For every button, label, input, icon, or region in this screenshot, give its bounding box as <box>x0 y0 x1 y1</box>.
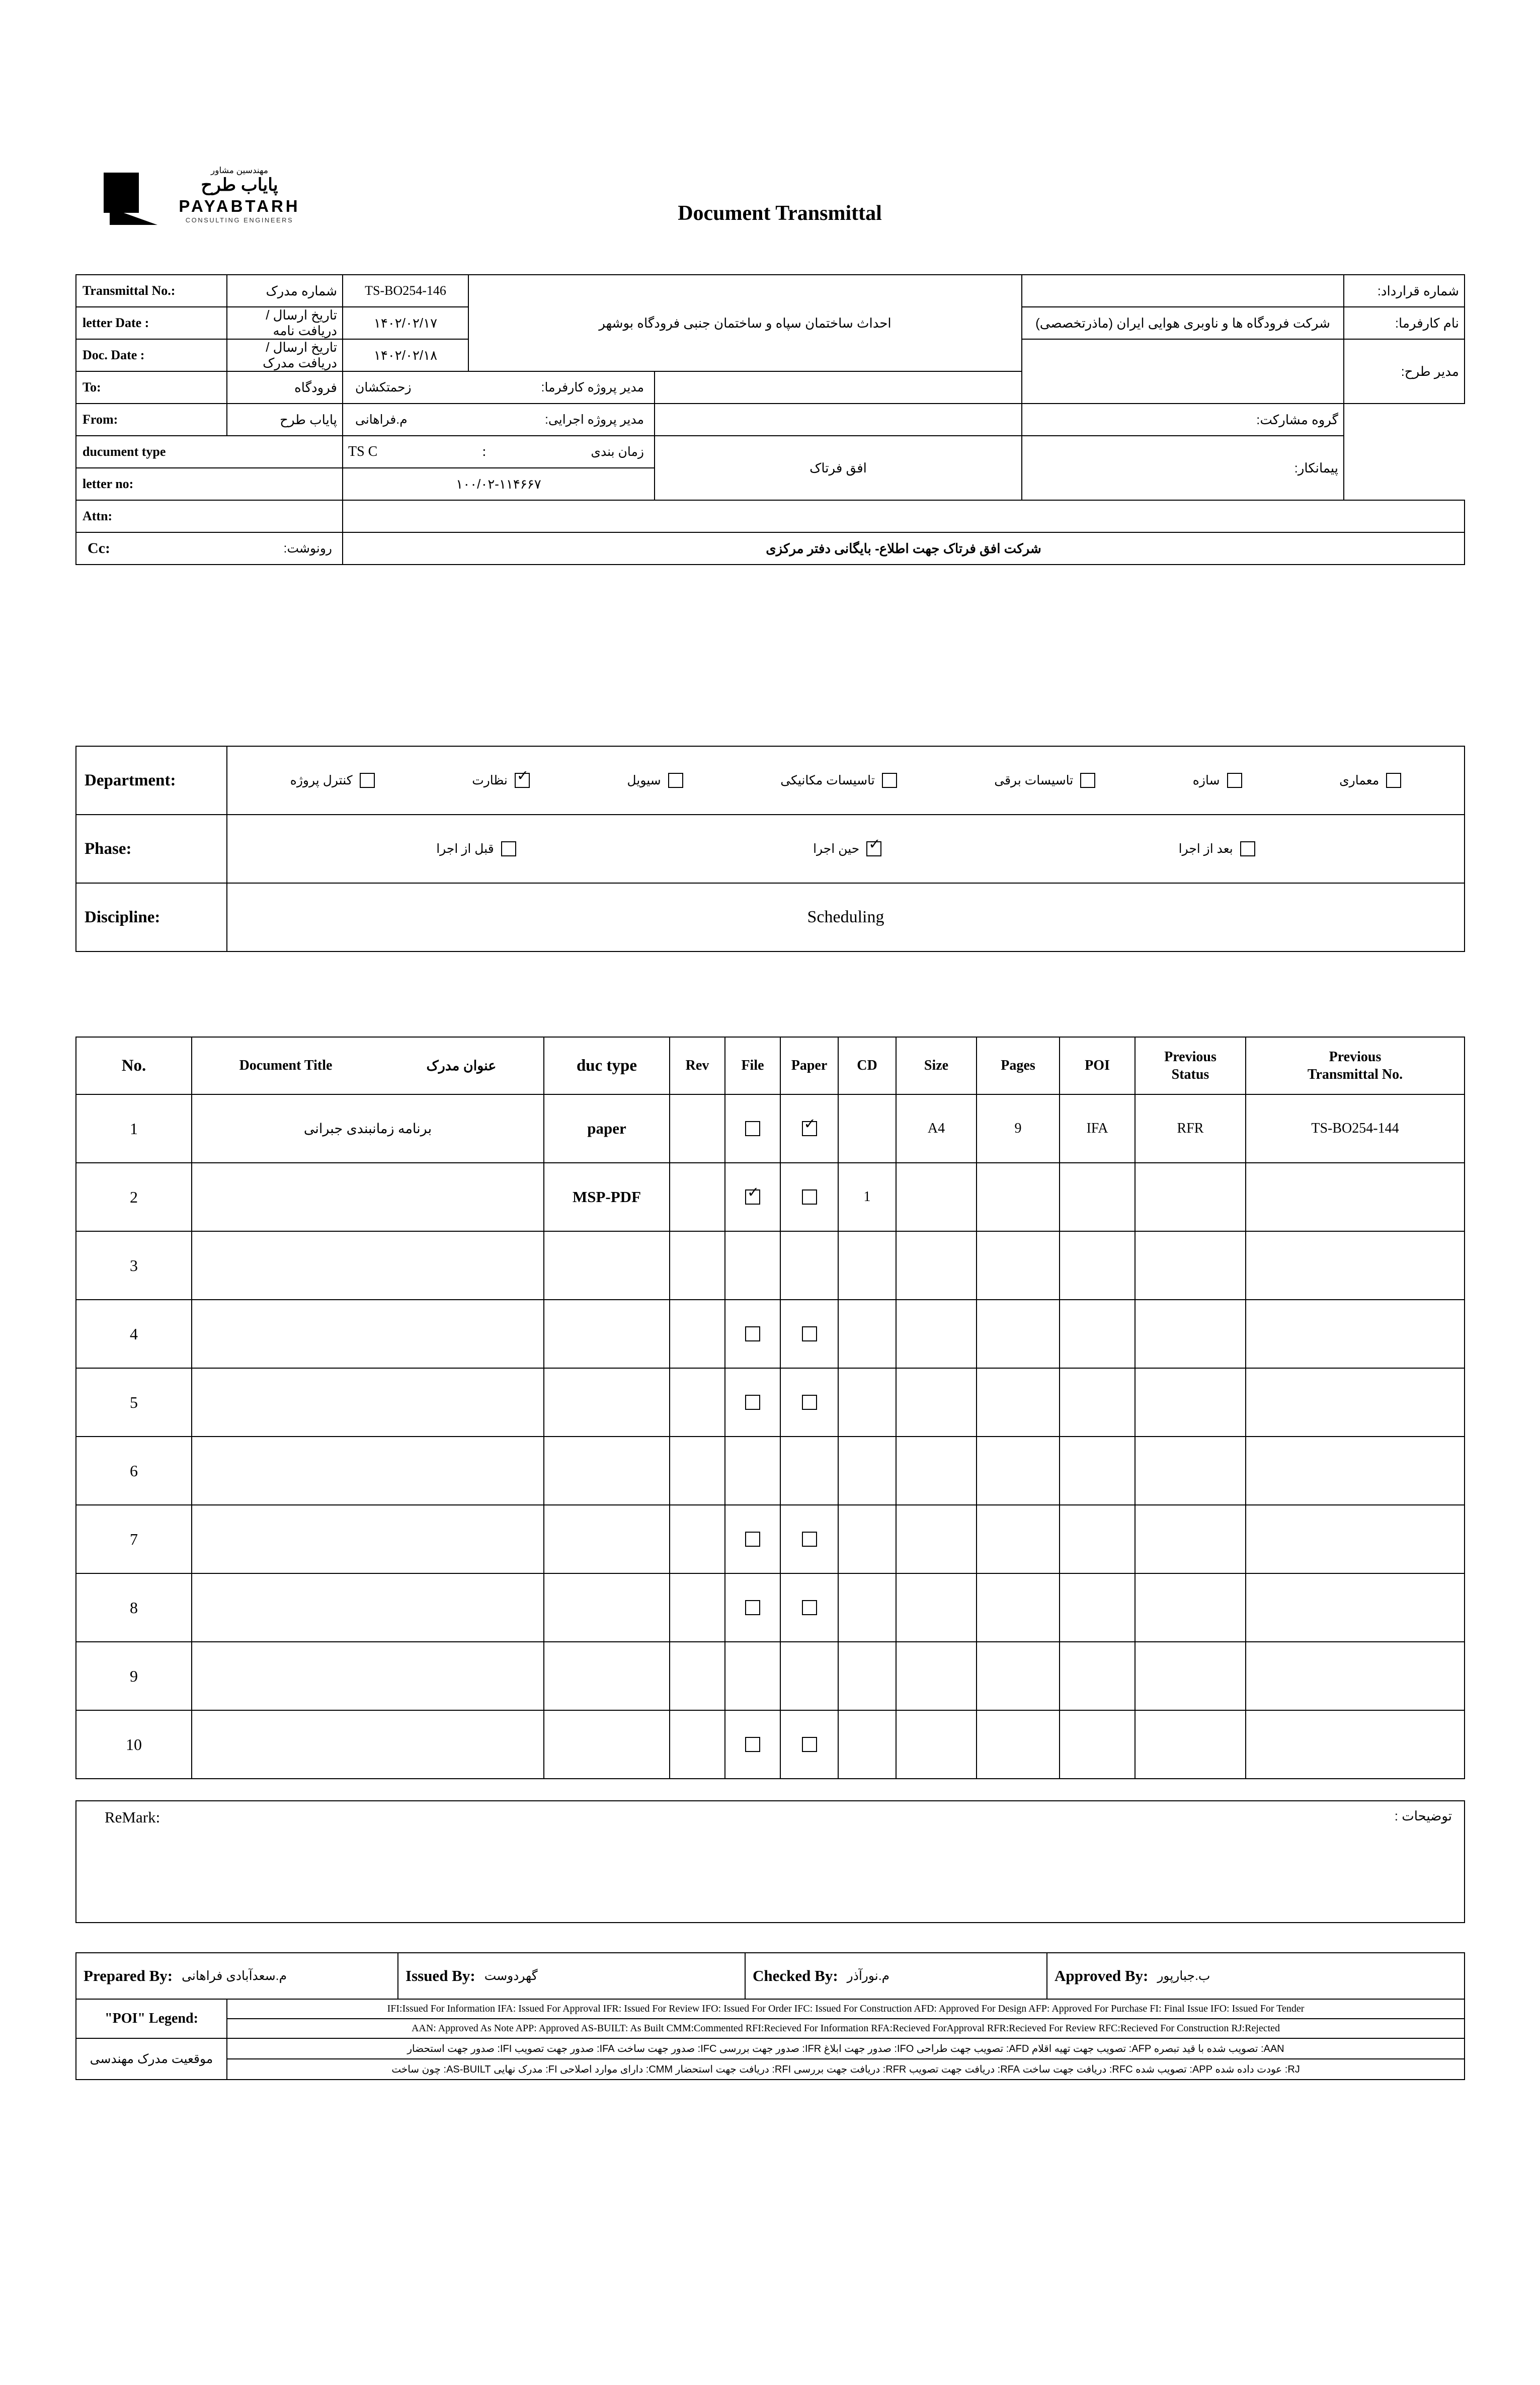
row-size[interactable] <box>896 1710 977 1779</box>
row-pages[interactable]: 9 <box>977 1094 1060 1163</box>
row-poi[interactable] <box>1060 1231 1135 1300</box>
legend-fa-row-2 <box>76 2059 1465 2080</box>
row-cd[interactable] <box>838 1505 896 1573</box>
row-previous-status[interactable] <box>1135 1300 1246 1368</box>
row-poi[interactable]: IFA <box>1060 1094 1135 1163</box>
col-previous-status <box>1135 1037 1246 1094</box>
doc-date-label-en: Doc. Date : <box>76 339 227 371</box>
row-previous-transmittal[interactable] <box>1246 1642 1465 1710</box>
discipline-label: Discipline: <box>76 883 227 951</box>
letter-date-value[interactable]: ۱۴۰۲/۰۲/۱۷ <box>343 307 468 339</box>
table-row <box>76 1642 1465 1710</box>
checkbox-icon[interactable] <box>745 1189 760 1205</box>
row-poi[interactable] <box>1060 1163 1135 1231</box>
row-document-title[interactable] <box>192 1437 544 1505</box>
letter-no-value[interactable]: ۱۰۰/۰۲-۱۱۴۶۶۷ <box>343 468 655 500</box>
department-option-label: تاسیسات مکانیکی <box>780 773 875 787</box>
legend-fa-row-1 <box>76 2038 1465 2059</box>
row-document-title[interactable] <box>192 1505 544 1573</box>
legend-line-fa-2: RJ: عودت داده شده APP: تصویب شده RFC: دریافت جهت ساخت RFA: دریافت جهت تصویب RFR: دریافت جهت بررسی RFI: دریافت جهت استحضار CMM: دارای موارد اصلاحی FI: مدرک نهایی AS-BUILT: چون ساخت <box>227 2059 1465 2080</box>
to-value-fa[interactable]: فرودگاه <box>227 371 343 404</box>
row-pages[interactable] <box>977 1163 1060 1231</box>
company-logo <box>99 166 315 236</box>
letter-date-label-en: letter Date : <box>76 307 227 339</box>
partnership-value[interactable] <box>655 404 1022 436</box>
checkbox-icon[interactable] <box>802 1189 817 1205</box>
employer-pm-label: مدیر پروژه کارفرما: <box>541 380 644 394</box>
employer-pm-cell <box>343 371 655 404</box>
row-no: 4 <box>76 1300 192 1368</box>
row-paper-checkbox[interactable] <box>780 1573 838 1642</box>
transmittal-no-label-en: Transmittal No.: <box>76 275 227 307</box>
approved-by-cell[interactable] <box>1047 1953 1465 1999</box>
col-previous-transmittal <box>1246 1037 1465 1094</box>
row-no: 6 <box>76 1437 192 1505</box>
col-previous-status-l2: Status <box>1171 1067 1209 1082</box>
row-rev[interactable] <box>670 1094 725 1163</box>
row-rev[interactable] <box>670 1163 725 1231</box>
row-no: 8 <box>76 1573 192 1642</box>
row-size[interactable] <box>896 1231 977 1300</box>
row-cd[interactable] <box>838 1642 896 1710</box>
row-duc-type[interactable] <box>544 1710 670 1779</box>
row-rev[interactable] <box>670 1231 725 1300</box>
logo-fa-small: مهندسين مشاور <box>211 166 268 175</box>
table-row <box>76 1094 1465 1163</box>
row-cd[interactable] <box>838 1573 896 1642</box>
checkbox-icon[interactable] <box>515 773 530 788</box>
row-document-title[interactable] <box>192 1231 544 1300</box>
phase-option-2[interactable] <box>436 841 516 856</box>
attn-value[interactable] <box>343 500 1465 532</box>
exec-pm-value[interactable]: م.فراهانی <box>355 413 408 427</box>
info-row-cc <box>76 532 1465 565</box>
documents-table <box>75 1037 1465 1779</box>
checkbox-icon[interactable] <box>745 1600 760 1615</box>
checkbox-icon[interactable] <box>802 1326 817 1341</box>
logo-en-small: CONSULTING ENGINEERS <box>185 216 294 224</box>
checkbox-icon[interactable] <box>745 1737 760 1752</box>
exec-pm-label: مدیر پروژه اجرایی: <box>544 413 644 427</box>
employer-pm-value[interactable]: زحمتکشان <box>355 380 412 394</box>
document-type-label: ducument type <box>76 436 343 468</box>
checkbox-icon[interactable] <box>1240 841 1255 856</box>
row-file-checkbox[interactable] <box>725 1437 780 1505</box>
design-manager-label: مدیر طرح: <box>1344 339 1465 404</box>
row-previous-status[interactable]: RFR <box>1135 1094 1246 1163</box>
department-option-4[interactable] <box>627 773 683 788</box>
legend-line-en-1: IFI:Issued For Information IFA: Issued For Approval IFR: Issued For Review IFO: Issued For Order IFC: Issued For Construction AFD: Approved For Design AFP: Approved For Purchase FI: Final Issue IFO: Issued For Tender <box>227 1999 1465 2019</box>
department-option-0[interactable] <box>1339 773 1401 788</box>
legend-line-fa-1: AAN: تصویب شده با قید تبصره AFP: تصویب جهت تهیه اقلام AFD: تصویب جهت طراحی IFO: صدور جهت ابلاغ IFR: صدور جهت بررسی IFC: صدور جهت ساخت IFA: صدور جهت تصویب IFI: صدور جهت استحضار <box>227 2038 1465 2059</box>
contractor-value: افق فرتاک <box>655 436 1022 500</box>
row-paper-checkbox[interactable] <box>780 1505 838 1573</box>
remark-row <box>76 1801 1465 1923</box>
row-paper-checkbox[interactable] <box>780 1300 838 1368</box>
checkbox-icon[interactable] <box>866 841 881 856</box>
employer-label: نام کارفرما: <box>1344 307 1465 339</box>
row-poi[interactable] <box>1060 1300 1135 1368</box>
row-previous-transmittal[interactable] <box>1246 1437 1465 1505</box>
checkbox-icon[interactable] <box>501 841 516 856</box>
row-pages[interactable] <box>977 1642 1060 1710</box>
row-poi[interactable] <box>1060 1505 1135 1573</box>
row-duc-type[interactable] <box>544 1368 670 1437</box>
row-pages[interactable] <box>977 1505 1060 1573</box>
project-name-value: احداث ساختمان سپاه و ساختمان جنبی فرودگاه بوشهر <box>468 275 1022 371</box>
col-cd: CD <box>838 1037 896 1094</box>
checkbox-icon[interactable] <box>802 1395 817 1410</box>
phase-row <box>76 815 1465 883</box>
col-rev: Rev <box>670 1037 725 1094</box>
document-type-value[interactable]: TS C <box>348 444 378 459</box>
signature-row <box>76 1953 1465 1999</box>
row-size[interactable] <box>896 1163 977 1231</box>
row-pages[interactable] <box>977 1231 1060 1300</box>
checkbox-icon[interactable] <box>802 1600 817 1615</box>
checkbox-icon[interactable] <box>802 1532 817 1547</box>
row-previous-status[interactable] <box>1135 1573 1246 1642</box>
row-paper-checkbox[interactable] <box>780 1642 838 1710</box>
row-size[interactable] <box>896 1368 977 1437</box>
phase-option-label: حین اجرا <box>813 842 860 856</box>
row-paper-checkbox[interactable] <box>780 1710 838 1779</box>
schedule-label: زمان بندی <box>591 445 644 459</box>
row-size[interactable] <box>896 1642 977 1710</box>
row-document-title[interactable] <box>192 1573 544 1642</box>
row-rev[interactable] <box>670 1505 725 1573</box>
phase-option-1[interactable] <box>813 841 881 856</box>
row-previous-status[interactable] <box>1135 1642 1246 1710</box>
table-row <box>76 1368 1465 1437</box>
row-no: 1 <box>76 1094 192 1163</box>
row-previous-transmittal[interactable]: TS-BO254-144 <box>1246 1094 1465 1163</box>
checkbox-icon[interactable] <box>1080 773 1095 788</box>
row-pages[interactable] <box>977 1437 1060 1505</box>
row-duc-type[interactable] <box>544 1642 670 1710</box>
row-previous-transmittal[interactable] <box>1246 1710 1465 1779</box>
checkbox-icon[interactable] <box>882 773 897 788</box>
department-row <box>76 746 1465 815</box>
row-paper-checkbox[interactable] <box>780 1368 838 1437</box>
row-previous-status[interactable] <box>1135 1163 1246 1231</box>
remark-label-en: ReMark: <box>105 1808 160 1826</box>
col-poi: POI <box>1060 1037 1135 1094</box>
row-pages[interactable] <box>977 1300 1060 1368</box>
row-paper-checkbox[interactable] <box>780 1437 838 1505</box>
col-document-title-fa: عنوان مدرک <box>426 1058 497 1073</box>
row-cd[interactable] <box>838 1437 896 1505</box>
col-file: File <box>725 1037 780 1094</box>
department-option-5[interactable] <box>472 773 530 788</box>
row-previous-status[interactable] <box>1135 1231 1246 1300</box>
design-manager-value[interactable] <box>1022 339 1344 404</box>
phase-option-label: قبل از اجرا <box>436 842 494 856</box>
row-previous-status[interactable] <box>1135 1437 1246 1505</box>
row-document-title[interactable] <box>192 1710 544 1779</box>
cc-label-fa: رونوشت: <box>283 541 332 555</box>
cc-note-value: شرکت افق فرتاک جهت اطلاع- بایگانی دفتر مرکزی <box>343 532 1465 565</box>
table-row <box>76 1573 1465 1642</box>
row-file-checkbox[interactable] <box>725 1163 780 1231</box>
contract-no-label: شماره قرارداد: <box>1344 275 1465 307</box>
row-poi[interactable] <box>1060 1710 1135 1779</box>
table-row <box>76 1710 1465 1779</box>
doc-date-label-fa: تاریخ ارسال /دریافت مدرک <box>227 339 343 371</box>
department-label: Department: <box>76 746 227 815</box>
approved-by-label: Approved By: <box>1055 1967 1149 1984</box>
logo-fa-large: پایاب طرح <box>201 175 278 195</box>
row-paper-checkbox[interactable] <box>780 1163 838 1231</box>
row-file-checkbox[interactable] <box>725 1368 780 1437</box>
checked-by-label: Checked By: <box>753 1967 838 1984</box>
row-document-title[interactable] <box>192 1163 544 1231</box>
logo-mark-icon <box>99 169 159 229</box>
checkbox-icon[interactable] <box>360 773 375 788</box>
col-previous-status-l1: Previous <box>1164 1049 1217 1065</box>
row-previous-transmittal[interactable] <box>1246 1368 1465 1437</box>
contractor-label: پیمانکار: <box>1022 436 1344 500</box>
transmittal-no-value[interactable]: TS-BO254-146 <box>343 275 468 307</box>
row-duc-type[interactable] <box>544 1231 670 1300</box>
info-row-from <box>76 404 1465 436</box>
row-size[interactable] <box>896 1573 977 1642</box>
checkbox-icon[interactable] <box>745 1395 760 1410</box>
department-table <box>75 746 1465 952</box>
row-cd[interactable]: 1 <box>838 1163 896 1231</box>
row-rev[interactable] <box>670 1710 725 1779</box>
row-rev[interactable] <box>670 1300 725 1368</box>
remark-cell[interactable] <box>76 1801 1465 1923</box>
discipline-row <box>76 883 1465 951</box>
department-option-1[interactable] <box>1193 773 1242 788</box>
row-no: 9 <box>76 1642 192 1710</box>
cc-cell <box>76 532 343 565</box>
row-duc-type[interactable]: paper <box>544 1094 670 1163</box>
department-option-label: کنترل پروژه <box>290 773 353 787</box>
department-option-label: معماری <box>1339 773 1380 787</box>
row-file-checkbox[interactable] <box>725 1505 780 1573</box>
row-duc-type[interactable] <box>544 1573 670 1642</box>
transmittal-no-label-fa: شماره مدرک <box>227 275 343 307</box>
col-duc-type: duc type <box>544 1037 670 1094</box>
info-row-transmittal-no <box>76 275 1465 307</box>
row-file-checkbox[interactable] <box>725 1094 780 1163</box>
row-file-checkbox[interactable] <box>725 1231 780 1300</box>
row-file-checkbox[interactable] <box>725 1642 780 1710</box>
row-rev[interactable] <box>670 1642 725 1710</box>
department-option-6[interactable] <box>290 773 375 788</box>
row-cd[interactable] <box>838 1231 896 1300</box>
row-duc-type[interactable] <box>544 1437 670 1505</box>
row-file-checkbox[interactable] <box>725 1300 780 1368</box>
signature-table <box>75 1952 1465 2000</box>
phase-options <box>227 815 1465 883</box>
phase-label: Phase: <box>76 815 227 883</box>
row-duc-type[interactable] <box>544 1505 670 1573</box>
row-poi[interactable] <box>1060 1573 1135 1642</box>
row-previous-transmittal[interactable] <box>1246 1163 1465 1231</box>
partnership-label: گروه مشارکت: <box>1022 404 1344 436</box>
row-previous-transmittal[interactable] <box>1246 1505 1465 1573</box>
row-cd[interactable] <box>838 1094 896 1163</box>
department-option-label: نظارت <box>472 773 508 787</box>
checkbox-icon[interactable] <box>1386 773 1401 788</box>
col-previous-transmittal-l2: Transmittal No. <box>1307 1067 1403 1082</box>
row-document-title[interactable] <box>192 1368 544 1437</box>
row-rev[interactable] <box>670 1368 725 1437</box>
department-option-label: سازه <box>1192 773 1220 787</box>
documents-header-row <box>76 1037 1465 1094</box>
phase-option-0[interactable] <box>1179 841 1255 856</box>
document-type-colon: : <box>482 444 487 459</box>
info-row-attn <box>76 500 1465 532</box>
row-poi[interactable] <box>1060 1368 1135 1437</box>
row-document-title[interactable] <box>192 1642 544 1710</box>
issued-by-cell[interactable] <box>398 1953 745 1999</box>
logo-en-large: PAYABTARH <box>179 196 300 215</box>
row-size[interactable] <box>896 1300 977 1368</box>
issued-by-label: Issued By: <box>406 1967 475 1984</box>
row-no: 10 <box>76 1710 192 1779</box>
checkbox-icon[interactable] <box>745 1121 760 1136</box>
from-label-en: From: <box>76 404 227 436</box>
checkbox-icon[interactable] <box>668 773 683 788</box>
approved-by-value: ب.جبارپور <box>1157 1969 1210 1983</box>
to-label-en: To: <box>76 371 227 404</box>
checkbox-icon[interactable] <box>745 1532 760 1547</box>
row-file-checkbox[interactable] <box>725 1573 780 1642</box>
col-paper: Paper <box>780 1037 838 1094</box>
checkbox-icon[interactable] <box>1227 773 1242 788</box>
issued-by-value: گهردوست <box>484 1969 538 1983</box>
row-pages[interactable] <box>977 1573 1060 1642</box>
legend-table <box>75 1999 1465 2080</box>
checkbox-icon[interactable] <box>802 1121 817 1136</box>
row-cd[interactable] <box>838 1368 896 1437</box>
doc-date-value[interactable]: ۱۴۰۲/۰۲/۱۸ <box>343 339 468 371</box>
row-cd[interactable] <box>838 1710 896 1779</box>
col-pages: Pages <box>977 1037 1060 1094</box>
prepared-by-cell[interactable] <box>76 1953 398 1999</box>
row-size[interactable] <box>896 1505 977 1573</box>
row-no: 2 <box>76 1163 192 1231</box>
row-cd[interactable] <box>838 1300 896 1368</box>
col-size: Size <box>896 1037 977 1094</box>
department-option-3[interactable] <box>780 773 897 788</box>
row-size[interactable] <box>896 1437 977 1505</box>
status-legend-label-fa: موقعیت مدرک مهندسی <box>76 2038 227 2080</box>
attn-label: Attn: <box>76 500 343 532</box>
document-type-cell <box>343 436 655 468</box>
row-poi[interactable] <box>1060 1642 1135 1710</box>
table-row <box>76 1231 1465 1300</box>
checked-by-cell[interactable] <box>745 1953 1047 1999</box>
row-document-title[interactable] <box>192 1300 544 1368</box>
from-value-fa[interactable]: پایاب طرح <box>227 404 343 436</box>
row-rev[interactable] <box>670 1437 725 1505</box>
cc-label-en: Cc: <box>88 540 110 556</box>
row-rev[interactable] <box>670 1573 725 1642</box>
row-duc-type[interactable] <box>544 1300 670 1368</box>
department-option-label: سیویل <box>627 773 661 787</box>
row-no: 5 <box>76 1368 192 1437</box>
row-previous-status[interactable] <box>1135 1368 1246 1437</box>
letter-no-label: letter no: <box>76 468 343 500</box>
checked-by-value: م.نورآذر <box>847 1969 890 1983</box>
employer-value: شرکت فرودگاه ها و ناوبری هوایی ایران (ماذرتخصصی) <box>1022 307 1344 339</box>
department-options <box>227 746 1465 815</box>
legend-line-en-2: AAN: Approved As Note APP: Approved AS-BUILT: As Built CMM:Commented RFI:Recieved For Information RFA:Recieved ForApproval RFR:Recieved For Review RFC:Recieved For Construction RJ:Rejected <box>227 2019 1465 2038</box>
row-no: 7 <box>76 1505 192 1573</box>
row-pages[interactable] <box>977 1710 1060 1779</box>
row-poi[interactable] <box>1060 1437 1135 1505</box>
row-document-title[interactable]: برنامه زمانبندی جبرانی <box>192 1094 544 1163</box>
contract-no-value[interactable] <box>1022 275 1344 307</box>
department-option-2[interactable] <box>994 773 1095 788</box>
poi-legend-label: "POI" Legend: <box>76 1999 227 2038</box>
row-previous-transmittal[interactable] <box>1246 1231 1465 1300</box>
page-title: Document Transmittal <box>678 202 882 225</box>
remark-table <box>75 1800 1465 1923</box>
row-no: 3 <box>76 1231 192 1300</box>
phase-option-label: بعد از اجرا <box>1178 842 1233 856</box>
table-row <box>76 1505 1465 1573</box>
checkbox-icon[interactable] <box>802 1737 817 1752</box>
row-size[interactable]: A4 <box>896 1094 977 1163</box>
department-option-label: تاسیسات برقی <box>994 773 1074 787</box>
remark-label-fa: توضیحات : <box>1394 1808 1452 1823</box>
exec-pm-cell <box>343 404 655 436</box>
row-file-checkbox[interactable] <box>725 1710 780 1779</box>
legend-poi-row-1 <box>76 1999 1465 2019</box>
row-previous-transmittal[interactable] <box>1246 1573 1465 1642</box>
col-no: No. <box>76 1037 192 1094</box>
legend-poi-row-2 <box>76 2019 1465 2038</box>
row-previous-status[interactable] <box>1135 1505 1246 1573</box>
row-duc-type[interactable]: MSP-PDF <box>544 1163 670 1231</box>
col-previous-transmittal-l1: Previous <box>1329 1049 1382 1065</box>
discipline-value: Scheduling <box>227 883 1465 951</box>
col-document-title <box>192 1037 544 1094</box>
row-paper-checkbox[interactable] <box>780 1231 838 1300</box>
row-previous-transmittal[interactable] <box>1246 1300 1465 1368</box>
table-row <box>76 1163 1465 1231</box>
col-document-title-en: Document Title <box>239 1058 333 1073</box>
table-row <box>76 1300 1465 1368</box>
row-paper-checkbox[interactable] <box>780 1094 838 1163</box>
transmittal-info-table <box>75 274 1465 565</box>
letter-date-label-fa: تاریخ ارسال /دریافت نامه <box>227 307 343 339</box>
checkbox-icon[interactable] <box>745 1326 760 1341</box>
prepared-by-value: م.سعدآبادی فراهانی <box>182 1969 287 1983</box>
prepared-by-label: Prepared By: <box>84 1967 173 1984</box>
table-row <box>76 1437 1465 1505</box>
info-row-document-type <box>76 436 1465 468</box>
row-pages[interactable] <box>977 1368 1060 1437</box>
row-previous-status[interactable] <box>1135 1710 1246 1779</box>
